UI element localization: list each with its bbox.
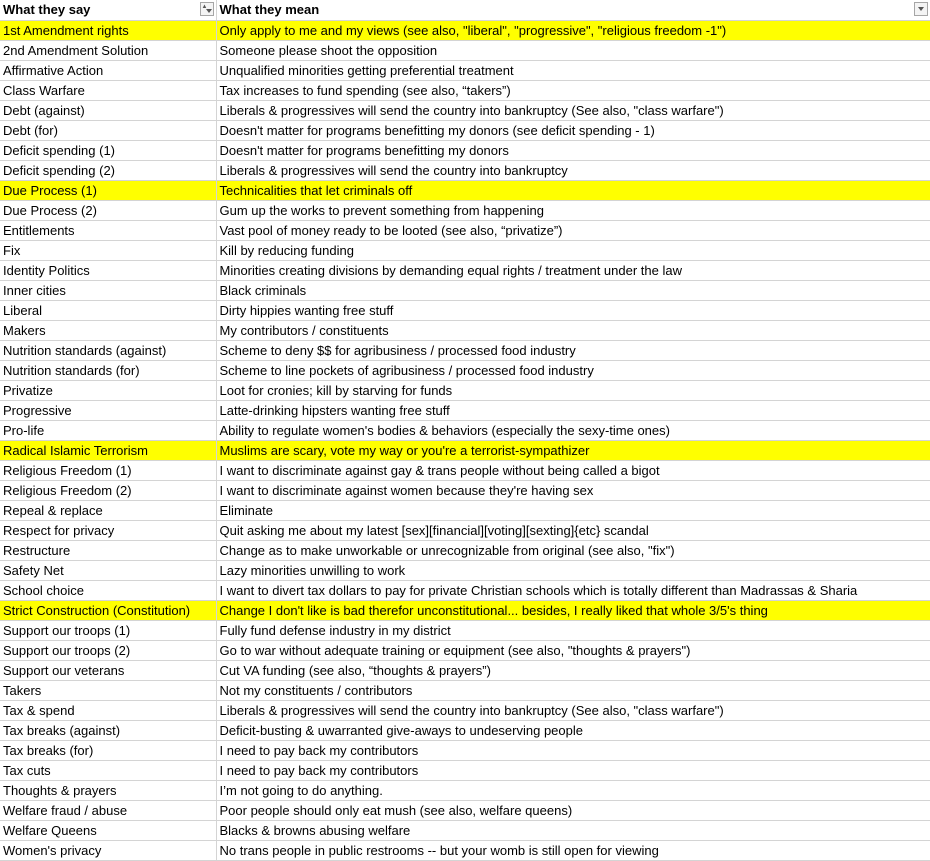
table-row [0,800,930,820]
cell-what-they-mean[interactable]: I want to divert tax dollars to pay for private Christian schools which is totally different than Madrassas & Sharia [216,580,930,600]
cell-what-they-mean[interactable]: I want to discriminate against women because they're having sex [216,480,930,500]
cell-what-they-mean[interactable]: My contributors / constituents [216,320,930,340]
table-row [0,560,930,580]
table-row [0,520,930,540]
table-row [0,120,930,140]
sort-filter-dropdown-icon[interactable]: ▲ [200,2,214,16]
cell-what-they-say[interactable]: Tax breaks (against) [0,720,216,740]
cell-what-they-say[interactable]: Radical Islamic Terrorism [0,440,216,460]
table-row [0,180,930,200]
table-row [0,380,930,400]
cell-what-they-say[interactable]: Respect for privacy [0,520,216,540]
cell-what-they-say[interactable]: Makers [0,320,216,340]
cell-what-they-say[interactable]: Safety Net [0,560,216,580]
cell-what-they-mean[interactable]: Minorities creating divisions by demanding equal rights / treatment under the law [216,260,930,280]
table-row [0,240,930,260]
table-row [0,140,930,160]
cell-what-they-say[interactable]: Nutrition standards (against) [0,340,216,360]
cell-what-they-mean[interactable]: Ability to regulate women's bodies & behaviors (especially the sexy-time ones) [216,420,930,440]
cell-what-they-say[interactable]: 2nd Amendment Solution [0,40,216,60]
cell-what-they-say[interactable]: Support our troops (1) [0,620,216,640]
table-row [0,400,930,420]
cell-what-they-mean[interactable]: Muslims are scary, vote my way or you're a terrorist-sympathizer [216,440,930,460]
cell-what-they-say[interactable]: Class Warfare [0,80,216,100]
table-row [0,660,930,680]
cell-what-they-say[interactable]: Takers [0,680,216,700]
cell-what-they-mean[interactable]: Liberals & progressives will send the country into bankruptcy (See also, "class warfare") [216,700,930,720]
cell-what-they-say[interactable]: Welfare fraud / abuse [0,800,216,820]
cell-what-they-mean[interactable]: Not my constituents / contributors [216,680,930,700]
cell-what-they-say[interactable]: Deficit spending (1) [0,140,216,160]
cell-what-they-mean[interactable]: Go to war without adequate training or equipment (see also, "thoughts & prayers") [216,640,930,660]
cell-what-they-say[interactable]: Welfare Queens [0,820,216,840]
cell-what-they-say[interactable]: Pro-life [0,420,216,440]
header-row [0,0,930,20]
cell-what-they-mean[interactable]: Eliminate [216,500,930,520]
cell-what-they-say[interactable]: 1st Amendment rights [0,20,216,40]
cell-what-they-mean[interactable]: Doesn't matter for programs benefitting my donors (see deficit spending - 1) [216,120,930,140]
cell-what-they-mean[interactable]: Unqualified minorities getting preferential treatment [216,60,930,80]
filter-dropdown-icon[interactable] [914,2,928,16]
header-label-mean: What they mean [219,2,320,18]
cell-what-they-mean[interactable]: Vast pool of money ready to be looted (see also, “privatize”) [216,220,930,240]
cell-what-they-mean[interactable]: Lazy minorities unwilling to work [216,560,930,580]
cell-what-they-mean[interactable]: Someone please shoot the opposition [216,40,930,60]
cell-what-they-say[interactable]: Thoughts & prayers [0,780,216,800]
table-row [0,720,930,740]
cell-what-they-say[interactable]: Religious Freedom (2) [0,480,216,500]
cell-what-they-say[interactable]: Due Process (2) [0,200,216,220]
cell-what-they-mean[interactable]: Kill by reducing funding [216,240,930,260]
cell-what-they-mean[interactable]: Change I don't like is bad therefor unconstitutional... besides, I really liked that whole 3/5's thing [216,600,930,620]
table-row [0,480,930,500]
cell-what-they-mean[interactable]: Loot for cronies; kill by starving for funds [216,380,930,400]
cell-what-they-say[interactable]: Repeal & replace [0,500,216,520]
table-row [0,760,930,780]
cell-what-they-say[interactable]: Liberal [0,300,216,320]
table-row [0,700,930,720]
cell-what-they-say[interactable]: Debt (for) [0,120,216,140]
table-row [0,220,930,240]
cell-what-they-mean[interactable]: Deficit-busting & uwarranted give-aways to undeserving people [216,720,930,740]
table-row [0,320,930,340]
cell-what-they-say[interactable]: Due Process (1) [0,180,216,200]
table-row [0,260,930,280]
table-row [0,840,930,860]
cell-what-they-mean[interactable]: Poor people should only eat mush (see also, welfare queens) [216,800,930,820]
cell-what-they-say[interactable]: Support our troops (2) [0,640,216,660]
table-row [0,280,930,300]
cell-what-they-mean[interactable]: I need to pay back my contributors [216,740,930,760]
table-row [0,740,930,760]
table-row [0,500,930,520]
table-row [0,200,930,220]
cell-what-they-say[interactable]: Tax & spend [0,700,216,720]
table-row [0,60,930,80]
cell-what-they-say[interactable]: Debt (against) [0,100,216,120]
cell-what-they-mean[interactable]: Quit asking me about my latest [sex][financial][voting][sexting]{etc} scandal [216,520,930,540]
cell-what-they-mean[interactable]: I want to discriminate against gay & trans people without being called a bigot [216,460,930,480]
cell-what-they-say[interactable]: Nutrition standards (for) [0,360,216,380]
table-row [0,420,930,440]
header-cell-what-they-mean[interactable] [216,0,930,20]
table-row [0,440,930,460]
table-row [0,300,930,320]
cell-what-they-say[interactable]: Fix [0,240,216,260]
header-cell-what-they-say[interactable] [0,0,216,20]
cell-what-they-mean[interactable]: Liberals & progressives will send the country into bankruptcy [216,160,930,180]
cell-what-they-say[interactable]: Tax breaks (for) [0,740,216,760]
cell-what-they-mean[interactable]: I need to pay back my contributors [216,760,930,780]
table-row [0,680,930,700]
table-row [0,620,930,640]
cell-what-they-mean[interactable]: Latte-drinking hipsters wanting free stuff [216,400,930,420]
cell-what-they-say[interactable]: Identity Politics [0,260,216,280]
table-row [0,20,930,40]
cell-what-they-mean[interactable]: Blacks & browns abusing welfare [216,820,930,840]
table-row [0,600,930,620]
cell-what-they-mean[interactable]: Gum up the works to prevent something from happening [216,200,930,220]
cell-what-they-mean[interactable]: Tax increases to fund spending (see also, “takers”) [216,80,930,100]
cell-what-they-mean[interactable]: Dirty hippies wanting free stuff [216,300,930,320]
cell-what-they-mean[interactable]: Scheme to deny $$ for agribusiness / processed food industry [216,340,930,360]
cell-what-they-say[interactable]: Affirmative Action [0,60,216,80]
cell-what-they-say[interactable]: Entitlements [0,220,216,240]
table-row [0,160,930,180]
table-row [0,100,930,120]
cell-what-they-mean[interactable]: Fully fund defense industry in my district [216,620,930,640]
cell-what-they-say[interactable]: Women's privacy [0,840,216,860]
cell-what-they-say[interactable]: Inner cities [0,280,216,300]
cell-what-they-mean[interactable]: Black criminals [216,280,930,300]
cell-what-they-mean[interactable]: Change as to make unworkable or unrecognizable from original (see also, "fix") [216,540,930,560]
table-row [0,640,930,660]
table-row [0,80,930,100]
cell-what-they-say[interactable]: Religious Freedom (1) [0,460,216,480]
header-label-say: What they say [3,2,91,18]
cell-what-they-say[interactable]: Strict Construction (Constitution) [0,600,216,620]
cell-what-they-mean[interactable]: No trans people in public restrooms -- but your womb is still open for viewing [216,840,930,860]
cell-what-they-mean[interactable]: Cut VA funding (see also, “thoughts & prayers”) [216,660,930,680]
table-row [0,540,930,560]
cell-what-they-mean[interactable]: I’m not going to do anything. [216,780,930,800]
cell-what-they-mean[interactable]: Doesn't matter for programs benefitting my donors [216,140,930,160]
cell-what-they-say[interactable]: School choice [0,580,216,600]
cell-what-they-say[interactable]: Progressive [0,400,216,420]
cell-what-they-say[interactable]: Privatize [0,380,216,400]
table-row [0,580,930,600]
cell-what-they-say[interactable]: Tax cuts [0,760,216,780]
table-row [0,360,930,380]
cell-what-they-say[interactable]: Deficit spending (2) [0,160,216,180]
cell-what-they-mean[interactable]: Liberals & progressives will send the country into bankruptcy (See also, "class warfare") [216,100,930,120]
cell-what-they-say[interactable]: Support our veterans [0,660,216,680]
table-row [0,780,930,800]
table-row [0,340,930,360]
cell-what-they-say[interactable]: Restructure [0,540,216,560]
table-row [0,460,930,480]
cell-what-they-mean[interactable]: Technicalities that let criminals off [216,180,930,200]
table-body [0,20,930,860]
cell-what-they-mean[interactable]: Scheme to line pockets of agribusiness / processed food industry [216,360,930,380]
cell-what-they-mean[interactable]: Only apply to me and my views (see also, "liberal", "progressive", "religious freedom -1") [216,20,930,40]
table-row [0,820,930,840]
table-row [0,40,930,60]
